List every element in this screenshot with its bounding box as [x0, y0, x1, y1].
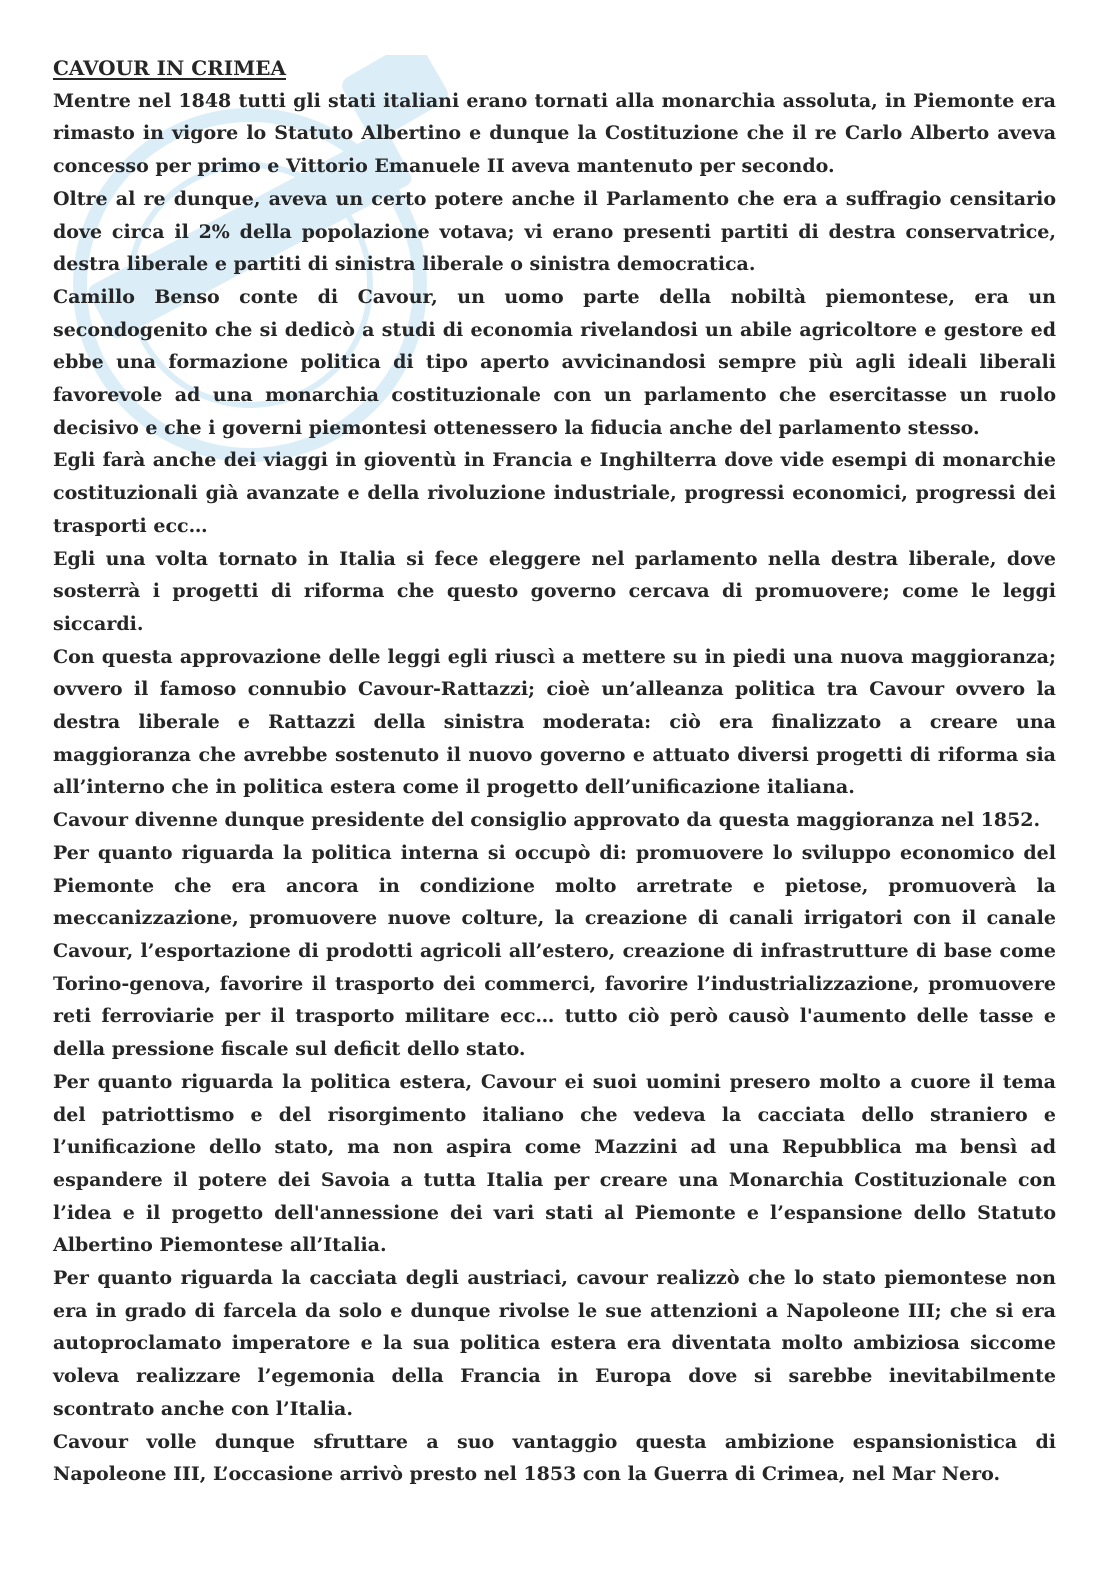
paragraph-10: Per quanto riguarda la cacciata degli austriaci, cavour realizzò che lo stato piemontese non era in grado di farcela da solo e dunque rivolse le sue attenzioni a Napoleone III; che si era autoproclamato imperatore e la sua politica estera era diventata molto ambiziosa siccome voleva realizzare l’egemonia della Francia in Europa dove si sarebbe inevitabilmente scontrato anche con l’Italia. [53, 1267, 1056, 1420]
paragraph-3: Camillo Benso conte di Cavour, un uomo parte della nobiltà piemontese, era un secondogenito che si dedicò a studi di economia rivelandosi un abile agricoltore e gestore ed ebbe una formazione politica di tipo aperto avvicinandosi sempre più agli ideali liberali favorevole ad una monarchia costituzionale con un parlamento che esercitasse un ruolo decisivo e che i governi piemontesi ottenessero la fiducia anche del parlamento stesso. [53, 285, 1056, 439]
paragraph-9: Per quanto riguarda la politica estera, Cavour ei suoi uomini presero molto a cuore il tema del patriottismo e del risorgimento italiano che vedeva la cacciata dello straniero e l’unificazione dello stato, ma non aspira come Mazzini ad una Repubblica ma bensì ad espandere il potere dei Savoia a tutta Italia per creare una Monarchia Costituzionale con l’idea e il progetto dell'annessione dei vari stati al Piemonte e l’espansione dello Statuto Albertino Piemontese all’Italia. [53, 1070, 1056, 1257]
paragraph-6: Con questa approvazione delle leggi egli riuscì a mettere su in piedi una nuova maggioranza; ovvero il famoso connubio Cavour-Rattazzi; cioè un’alleanza politica tra Cavour ovvero la destra liberale e Rattazzi della sinistra moderata: ciò era finalizzato a creare una maggioranza che avrebbe sostenuto il nuovo governo e attuato diversi progetti di riforma sia all’interno che in politica estera come il progetto dell’unificazione italiana. [53, 645, 1056, 799]
document-body [53, 52, 1056, 1491]
paragraph-11: Cavour volle dunque sfruttare a suo vantaggio questa ambizione espansionistica di Napoleone III, L’occasione arrivò presto nel 1853 con la Guerra di Crimea, nel Mar Nero. [53, 1430, 1056, 1486]
document-title: CAVOUR IN CRIMEA [53, 56, 286, 80]
paragraph-5: Egli una volta tornato in Italia si fece eleggere nel parlamento nella destra liberale, dove sosterrà i progetti di riforma che questo governo cercava di promuovere; come le leggi siccardi. [53, 547, 1056, 635]
paragraph-4: Egli farà anche dei viaggi in gioventù in Francia e Inghilterra dove vide esempi di monarchie costituzionali già avanzate e della rivoluzione industriale, progressi economici, progressi dei trasporti ecc… [53, 449, 1056, 537]
paragraph-8: Per quanto riguarda la politica interna si occupò di: promuovere lo sviluppo economico del Piemonte che era ancora in condizione molto arretrate e pietose, promuoverà la meccanizzazione, promuovere nuove colture, la creazione di canali irrigatori con il canale Cavour, l’esportazione di prodotti agricoli all’estero, creazione di infrastrutture di base come Torino-genova, favorire il trasporto dei commerci, favorire l’industrializzazione, promuovere reti ferroviarie per il trasporto militare ecc… tutto ciò però causò l'aumento delle tasse e della pressione fiscale sul deficit dello stato. [53, 841, 1056, 1061]
paragraph-2: Oltre al re dunque, aveva un certo potere anche il Parlamento che era a suffragio censitario dove circa il 2% della popolazione votava; vi erano presenti partiti di destra conservatrice, destra liberale e partiti di sinistra liberale o sinistra democratica. [53, 187, 1056, 276]
paragraph-7: Cavour divenne dunque presidente del consiglio approvato da questa maggioranza nel 1852. [53, 809, 1041, 832]
paragraph-1: Mentre nel 1848 tutti gli stati italiani erano tornati alla monarchia assoluta, in Piemonte era rimasto in vigore lo Statuto Albertino e dunque la Costituzione che il re Carlo Alberto aveva concesso per primo e Vittorio Emanuele II aveva mantenuto per secondo. [53, 89, 1056, 178]
